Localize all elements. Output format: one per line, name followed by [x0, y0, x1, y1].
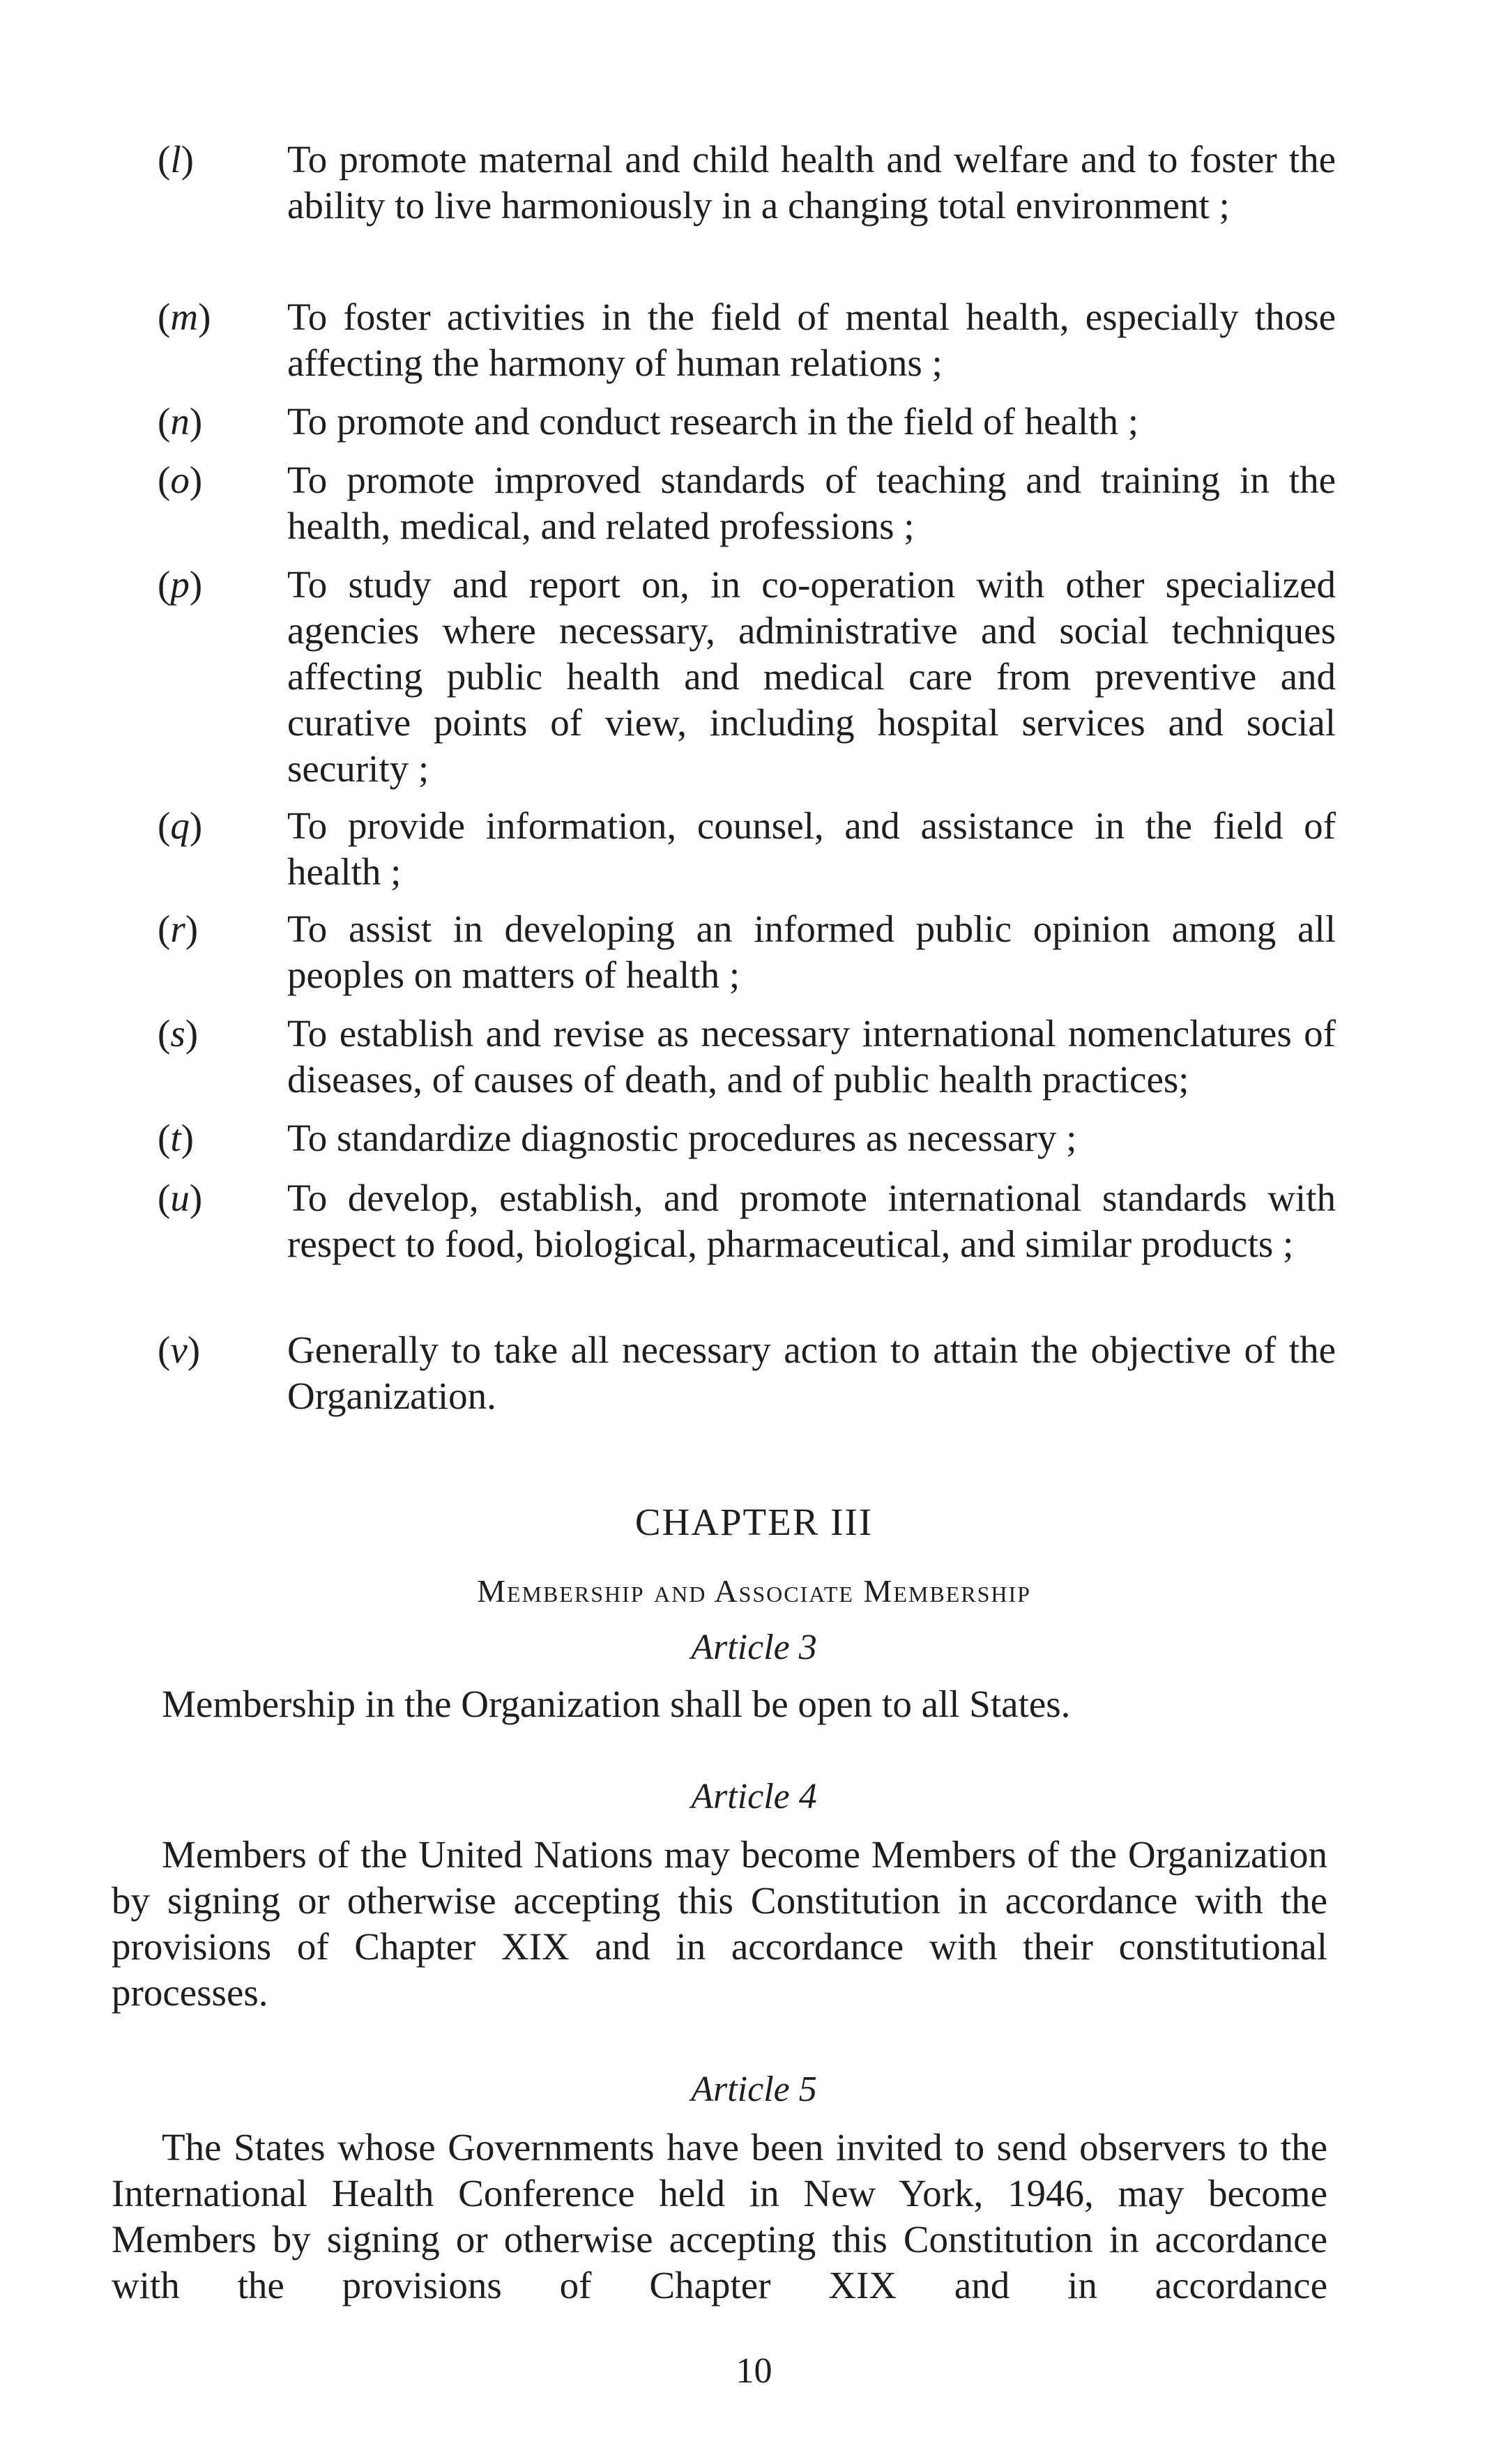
- list-item-p: [158, 562, 1336, 792]
- item-label-p: (p): [158, 563, 203, 606]
- chapter-title: CHAPTER III: [634, 1501, 874, 1543]
- item-text-p: To study and report on, in co-operation with other specialized agencies where necessary, administrative and social techniques affecting public health and medical care from preventive and curative points of view, including hospital services and social security ;: [287, 563, 1336, 790]
- article-3-heading: Article 3: [691, 1628, 817, 1667]
- list-item-r: [158, 906, 1336, 998]
- list-item-t: [158, 1115, 1336, 1161]
- page-number: 10: [736, 2351, 772, 2391]
- article-4-heading: Article 4: [691, 1777, 817, 1816]
- item-label-m: (m): [158, 296, 211, 338]
- chapter-subtitle: Membership and Associate Membership: [477, 1573, 1031, 1609]
- article-3-text: Membership in the Organization shall be open to all States.: [162, 1683, 1071, 1725]
- list-item-m: [158, 294, 1336, 386]
- item-text-o: To promote improved standards of teaching and training in the health, medical, and related professions ;: [287, 459, 1336, 547]
- item-label-t: (t): [158, 1117, 194, 1159]
- article-4-text: Members of the United Nations may become Members of the Organization by signing or otherwise accepting this Constitution in accordance with the provisions of Chapter XIX and in accordance with their constitutional processes.: [112, 1833, 1327, 2014]
- item-text-l: To promote maternal and child health and welfare and to foster the ability to live harmoniously in a changing total environment ;: [287, 138, 1336, 227]
- list-item-o: [158, 457, 1336, 549]
- list-item-u: [158, 1175, 1336, 1267]
- item-label-o: (o): [158, 459, 203, 501]
- list-item-n: [158, 399, 1336, 445]
- item-text-m: To foster activities in the field of mental health, especially those affecting the harmony of human relations ;: [287, 296, 1336, 384]
- item-label-n: (n): [158, 400, 203, 443]
- item-text-n: To promote and conduct research in the field of health ;: [287, 400, 1138, 443]
- item-label-u: (u): [158, 1177, 203, 1219]
- item-label-l: (l): [158, 138, 194, 181]
- item-text-u: To develop, establish, and promote international standards with respect to food, biological, pharmaceutical, and similar products ;: [287, 1177, 1336, 1265]
- article-5-heading: Article 5: [691, 2069, 817, 2109]
- list-item-v: [158, 1327, 1336, 1419]
- list-item-l: [158, 137, 1336, 229]
- article-5-text: The States whose Governments have been invited to send observers to the International Health Conference held in New York, 1946, may become Members by signing or otherwise accepting this Constitution in accordance with the provisions of Chapter XIX and in accordance: [112, 2126, 1327, 2306]
- item-label-r: (r): [158, 908, 199, 950]
- item-label-v: (v): [158, 1329, 201, 1371]
- item-label-s: (s): [158, 1012, 199, 1055]
- item-text-s: To establish and revise as necessary international nomenclatures of diseases, of causes of death, and of public health practices;: [287, 1012, 1336, 1101]
- item-text-t: To standardize diagnostic procedures as necessary ;: [287, 1117, 1077, 1159]
- list-item-s: [158, 1011, 1336, 1103]
- item-label-q: (q): [158, 804, 203, 847]
- item-text-r: To assist in developing an informed public opinion among all peoples on matters of health ;: [287, 908, 1336, 996]
- item-text-q: To provide information, counsel, and assistance in the field of health ;: [287, 804, 1336, 893]
- list-item-q: [158, 803, 1336, 895]
- item-text-v: Generally to take all necessary action to attain the objective of the Organization.: [287, 1329, 1336, 1417]
